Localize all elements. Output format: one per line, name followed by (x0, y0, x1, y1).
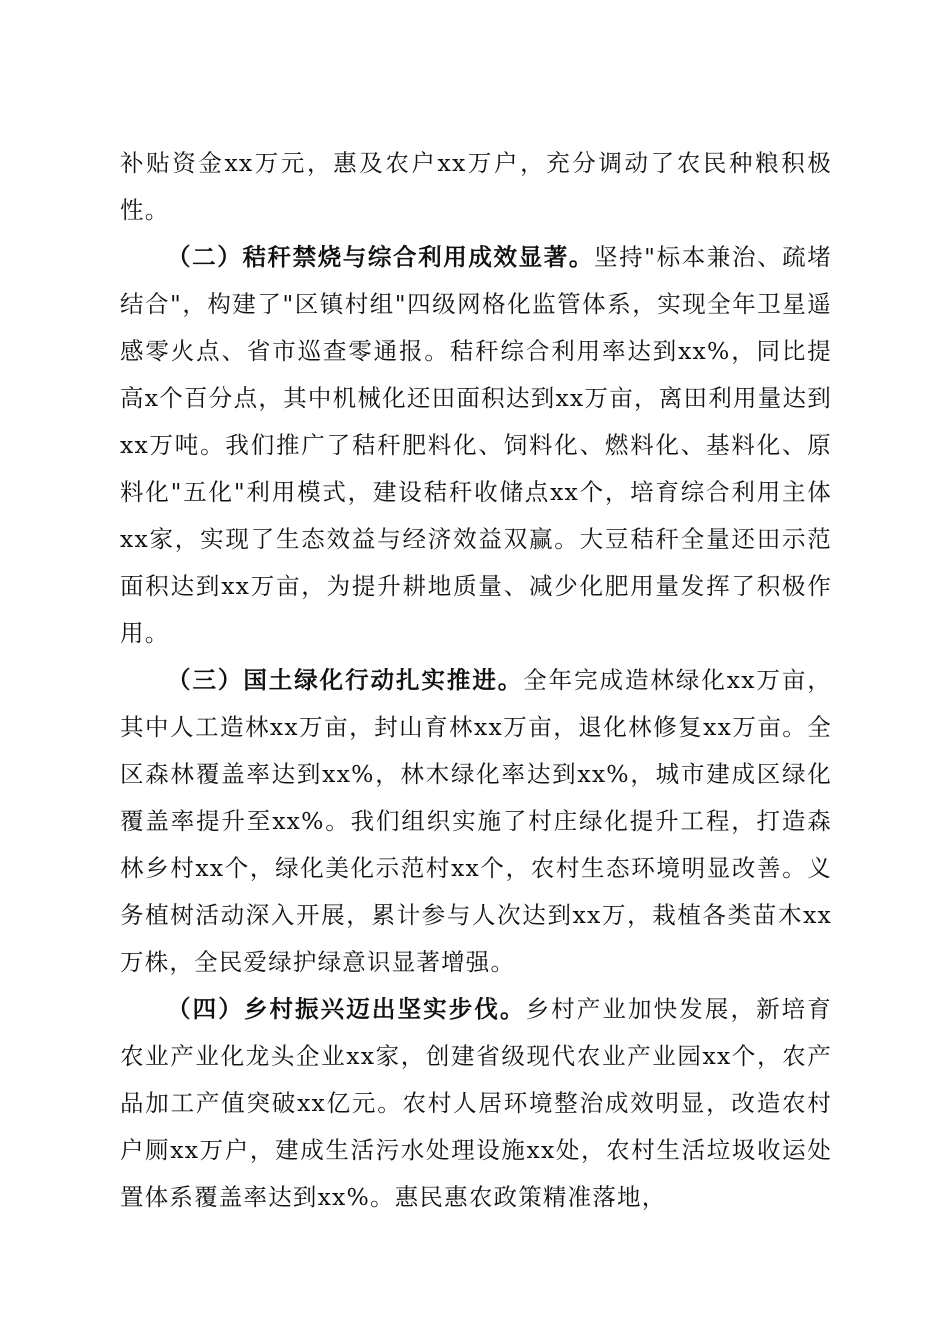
paragraph-land-greening (120, 657, 832, 986)
paragraph-text: 全年完成造林绿化xx万亩，其中人工造林xx万亩，封山育林xx万亩，退化林修复xx万亩。全区森林覆盖率达到xx%，林木绿化率达到xx%，城市建成区绿化覆盖率提升至xx%。我们组织实施了村庄绿化提升工程，打造森林乡村xx个，绿化美化示范村xx个，农村生态环境明显改善。义务植树活动深入开展，累计参与人次达到xx万，栽植各类苗木xx万株，全民爱绿护绿意识显著增强。 (120, 666, 832, 976)
section-heading-straw: （二）秸秆禁烧与综合利用成效显著。 (167, 243, 594, 271)
section-heading-rural: （四）乡村振兴迈出坚实步伐。 (167, 995, 526, 1023)
paragraph-text: 坚持"标本兼治、疏堵结合"，构建了"区镇村组"四级网格化监管体系，实现全年卫星遥感零火点、省市巡查零通报。秸秆综合利用率达到xx%，同比提高x个百分点，其中机械化还田面积达到xx万亩，离田利用量达到xx万吨。我们推广了秸秆肥料化、饲料化、燃料化、基料化、原料化"五化"利用模式，建设秸秆收储点xx个，培育综合利用主体xx家，实现了生态效益与经济效益双赢。大豆秸秆全量还田示范面积达到xx万亩，为提升耕地质量、减少化肥用量发挥了积极作用。 (120, 243, 832, 647)
paragraph-subsidy-continuation (120, 140, 832, 234)
paragraph-text: 补贴资金xx万元，惠及农户xx万户，充分调动了农民种粮积极性。 (120, 149, 832, 224)
paragraph-rural-revitalization (120, 986, 832, 1221)
paragraph-straw-utilization (120, 234, 832, 657)
section-heading-greening: （三）国土绿化行动扎实推进。 (167, 666, 524, 694)
paragraph-text: 乡村产业加快发展，新培育农业产业化龙头企业xx家，创建省级现代农业产业园xx个，农产品加工产值突破xx亿元。农村人居环境整治成效明显，改造农村户厕xx万户，建成生活污水处理设施xx处，农村生活垃圾收运处置体系覆盖率达到xx%。惠民惠农政策精准落地， (120, 995, 832, 1211)
document-body (120, 140, 832, 1221)
